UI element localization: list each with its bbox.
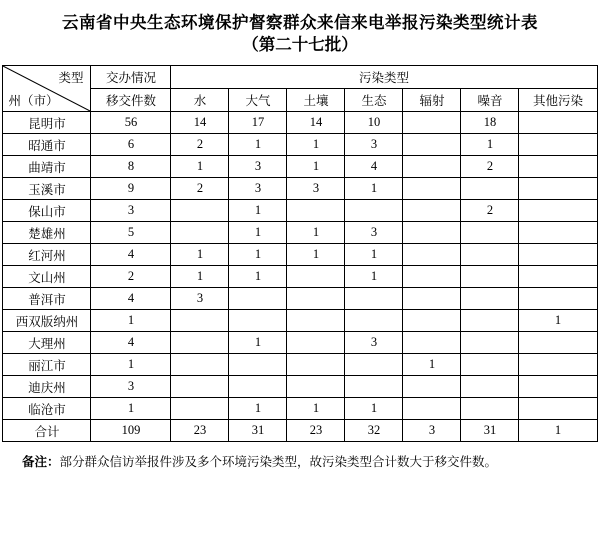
table-total-row [3, 420, 597, 442]
row-soil [287, 332, 345, 354]
row-ecology: 1 [345, 178, 403, 200]
row-radiation [403, 398, 461, 420]
row-radiation [403, 244, 461, 266]
row-transferred: 1 [91, 354, 171, 376]
table-note [0, 452, 600, 472]
row-transferred: 8 [91, 156, 171, 178]
note-label: 备注： [22, 455, 60, 469]
row-soil [287, 200, 345, 222]
total-soil: 23 [287, 420, 345, 442]
table-body [3, 112, 597, 442]
row-water: 1 [171, 266, 229, 288]
row-air [229, 310, 287, 332]
row-water [171, 376, 229, 398]
row-air: 1 [229, 200, 287, 222]
table-row [3, 310, 597, 332]
header-handling-group: 交办情况 [91, 66, 171, 89]
row-region: 临沧市 [3, 398, 91, 420]
row-transferred: 3 [91, 376, 171, 398]
row-soil [287, 266, 345, 288]
row-soil: 1 [287, 134, 345, 156]
row-radiation [403, 112, 461, 134]
table-row [3, 112, 597, 134]
row-water [171, 310, 229, 332]
row-transferred: 3 [91, 200, 171, 222]
row-water: 2 [171, 134, 229, 156]
pollution-statistics-table [2, 65, 597, 442]
row-ecology [345, 310, 403, 332]
row-noise [461, 288, 519, 310]
row-noise: 2 [461, 156, 519, 178]
row-region: 昭通市 [3, 134, 91, 156]
table-row [3, 332, 597, 354]
row-noise [461, 332, 519, 354]
row-air: 1 [229, 332, 287, 354]
row-water: 14 [171, 112, 229, 134]
row-region: 丽江市 [3, 354, 91, 376]
row-soil [287, 310, 345, 332]
row-transferred: 5 [91, 222, 171, 244]
row-ecology [345, 354, 403, 376]
row-water [171, 200, 229, 222]
table-row [3, 200, 597, 222]
row-noise [461, 178, 519, 200]
row-ecology: 1 [345, 398, 403, 420]
row-noise: 18 [461, 112, 519, 134]
page-subtitle: （第二十七批） [242, 35, 358, 54]
row-other [519, 354, 597, 376]
row-ecology: 3 [345, 332, 403, 354]
table-row [3, 398, 597, 420]
table-row [3, 222, 597, 244]
row-water [171, 354, 229, 376]
row-radiation [403, 178, 461, 200]
header-soil: 土壤 [287, 89, 345, 112]
header-ecology: 生态 [345, 89, 403, 112]
row-noise [461, 398, 519, 420]
row-soil: 1 [287, 222, 345, 244]
total-label: 合计 [3, 420, 91, 442]
row-region: 迪庆州 [3, 376, 91, 398]
row-region: 楚雄州 [3, 222, 91, 244]
row-region: 普洱市 [3, 288, 91, 310]
table-row [3, 156, 597, 178]
corner-header-cell [3, 66, 91, 112]
row-transferred: 4 [91, 332, 171, 354]
row-water: 1 [171, 244, 229, 266]
row-transferred: 56 [91, 112, 171, 134]
row-soil: 14 [287, 112, 345, 134]
row-other [519, 266, 597, 288]
row-water [171, 222, 229, 244]
row-other [519, 112, 597, 134]
corner-region-label: 州（市） [8, 94, 59, 108]
total-water: 23 [171, 420, 229, 442]
row-other [519, 244, 597, 266]
table-row [3, 178, 597, 200]
row-soil [287, 288, 345, 310]
row-noise: 2 [461, 200, 519, 222]
row-soil [287, 354, 345, 376]
row-region: 西双版纳州 [3, 310, 91, 332]
row-other [519, 178, 597, 200]
row-noise [461, 354, 519, 376]
row-soil: 1 [287, 244, 345, 266]
row-ecology: 3 [345, 222, 403, 244]
row-soil: 3 [287, 178, 345, 200]
row-ecology [345, 376, 403, 398]
header-row-groups [3, 66, 597, 89]
row-radiation [403, 222, 461, 244]
header-noise: 噪音 [461, 89, 519, 112]
header-row-subs [3, 89, 597, 112]
row-radiation [403, 266, 461, 288]
header-other: 其他污染 [519, 89, 597, 112]
row-ecology: 1 [345, 266, 403, 288]
title-block [0, 0, 600, 56]
row-other [519, 288, 597, 310]
row-air: 17 [229, 112, 287, 134]
row-ecology [345, 200, 403, 222]
row-region: 保山市 [3, 200, 91, 222]
total-transferred: 109 [91, 420, 171, 442]
header-air: 大气 [229, 89, 287, 112]
page-title: 云南省中央生态环境保护督察群众来信来电举报污染类型统计表 [62, 13, 538, 32]
row-region: 昆明市 [3, 112, 91, 134]
row-soil: 1 [287, 398, 345, 420]
row-radiation [403, 288, 461, 310]
table-row [3, 288, 597, 310]
row-ecology: 1 [345, 244, 403, 266]
row-transferred: 1 [91, 398, 171, 420]
row-noise [461, 376, 519, 398]
row-air [229, 354, 287, 376]
row-region: 红河州 [3, 244, 91, 266]
table-row [3, 244, 597, 266]
row-other [519, 222, 597, 244]
table-row [3, 266, 597, 288]
row-water [171, 398, 229, 420]
row-region: 玉溪市 [3, 178, 91, 200]
row-radiation [403, 310, 461, 332]
row-air: 1 [229, 266, 287, 288]
header-pollution-group: 污染类型 [171, 66, 597, 89]
corner-type-label: 类型 [58, 71, 84, 85]
row-water: 3 [171, 288, 229, 310]
row-transferred: 6 [91, 134, 171, 156]
row-air: 3 [229, 156, 287, 178]
row-transferred: 2 [91, 266, 171, 288]
row-noise [461, 222, 519, 244]
row-water: 1 [171, 156, 229, 178]
row-radiation [403, 376, 461, 398]
row-other [519, 156, 597, 178]
row-noise [461, 266, 519, 288]
total-noise: 31 [461, 420, 519, 442]
row-radiation: 1 [403, 354, 461, 376]
table-header [3, 66, 597, 112]
row-radiation [403, 332, 461, 354]
row-other [519, 376, 597, 398]
row-region: 曲靖市 [3, 156, 91, 178]
row-transferred: 4 [91, 244, 171, 266]
row-ecology: 4 [345, 156, 403, 178]
row-water: 2 [171, 178, 229, 200]
row-air [229, 376, 287, 398]
header-water: 水 [171, 89, 229, 112]
row-radiation [403, 156, 461, 178]
total-radiation: 3 [403, 420, 461, 442]
row-air: 1 [229, 222, 287, 244]
row-other [519, 200, 597, 222]
row-air: 3 [229, 178, 287, 200]
row-transferred: 1 [91, 310, 171, 332]
row-radiation [403, 134, 461, 156]
row-soil [287, 376, 345, 398]
row-air: 1 [229, 244, 287, 266]
row-radiation [403, 200, 461, 222]
row-transferred: 9 [91, 178, 171, 200]
total-ecology: 32 [345, 420, 403, 442]
row-air [229, 288, 287, 310]
row-air: 1 [229, 134, 287, 156]
row-ecology: 10 [345, 112, 403, 134]
row-water [171, 332, 229, 354]
row-transferred: 4 [91, 288, 171, 310]
table-row [3, 134, 597, 156]
row-other: 1 [519, 310, 597, 332]
header-radiation: 辐射 [403, 89, 461, 112]
row-noise [461, 310, 519, 332]
row-region: 大理州 [3, 332, 91, 354]
row-other [519, 332, 597, 354]
row-region: 文山州 [3, 266, 91, 288]
table-row [3, 376, 597, 398]
row-other [519, 134, 597, 156]
row-other [519, 398, 597, 420]
row-air: 1 [229, 398, 287, 420]
row-noise [461, 244, 519, 266]
row-noise: 1 [461, 134, 519, 156]
row-ecology [345, 288, 403, 310]
row-soil: 1 [287, 156, 345, 178]
header-transferred-count: 移交件数 [91, 89, 171, 112]
total-other: 1 [519, 420, 597, 442]
total-air: 31 [229, 420, 287, 442]
note-text: 部分群众信访举报件涉及多个环境污染类型，故污染类型合计数大于移交件数。 [59, 455, 498, 469]
table-row [3, 354, 597, 376]
row-ecology: 3 [345, 134, 403, 156]
